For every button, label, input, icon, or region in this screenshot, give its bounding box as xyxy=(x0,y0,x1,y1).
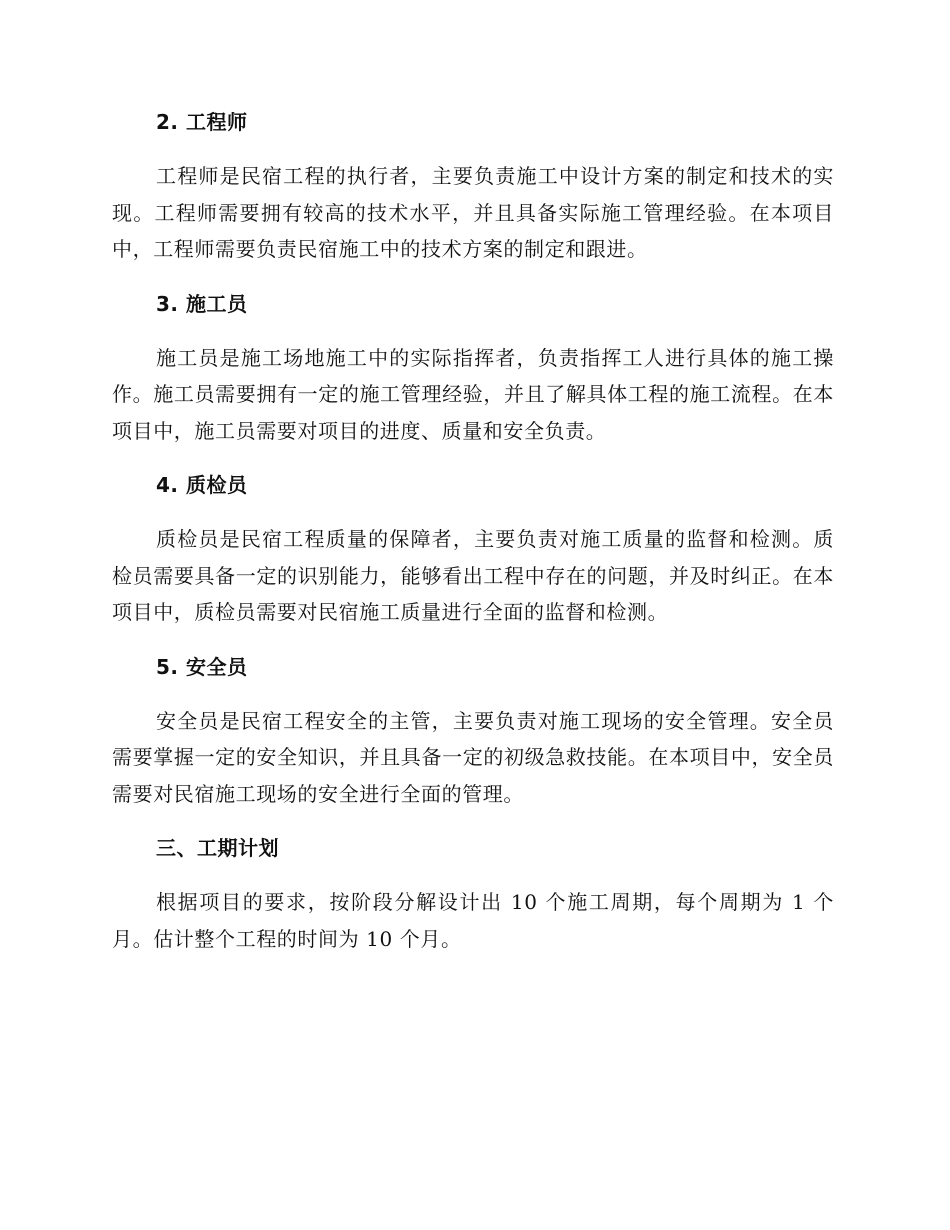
section-heading-construction-worker: 3. 施工员 xyxy=(156,291,248,316)
section-heading-schedule-plan: 三、工期计划 xyxy=(156,836,279,860)
section-paragraph-construction-worker: 施工员是施工场地施工中的实际指挥者，负责指挥工人进行具体的施工操作。施工员需要拥有一定的施工管理经验，并且了解具体工程的施工流程。在本项目中，施工员需要对项目的进度、质量和安全负责。 xyxy=(112,345,834,443)
section-paragraph-schedule-plan: 根据项目的要求，按阶段分解设计出 10 个施工周期，每个周期为 1 个月。估计整个工程的时间为 10 个月。 xyxy=(112,890,834,951)
document-body xyxy=(112,108,834,979)
section-paragraph-quality-inspector: 质检员是民宿工程质量的保障者，主要负责对施工质量的监督和检测。质检员需要具备一定的识别能力，能够看出工程中存在的问题，并及时纠正。在本项目中，质检员需要对民宿施工质量进行全面的监督和检测。 xyxy=(112,527,834,624)
section-heading-quality-inspector: 4. 质检员 xyxy=(156,473,248,497)
section-heading-safety-officer: 5. 安全员 xyxy=(156,654,248,679)
section-heading-engineer: 2. 工程师 xyxy=(156,110,248,134)
section-paragraph-engineer: 工程师是民宿工程的执行者，主要负责施工中设计方案的制定和技术的实现。工程师需要拥有较高的技术水平，并且具备实际施工管理经验。在本项目中，工程师需要负责民宿施工中的技术方案的制定和跟进。 xyxy=(112,164,834,261)
section-paragraph-safety-officer: 安全员是民宿工程安全的主管，主要负责对施工现场的安全管理。安全员需要掌握一定的安全知识，并且具备一定的初级急救技能。在本项目中，安全员需要对民宿施工现场的安全进行全面的管理。 xyxy=(112,708,834,806)
